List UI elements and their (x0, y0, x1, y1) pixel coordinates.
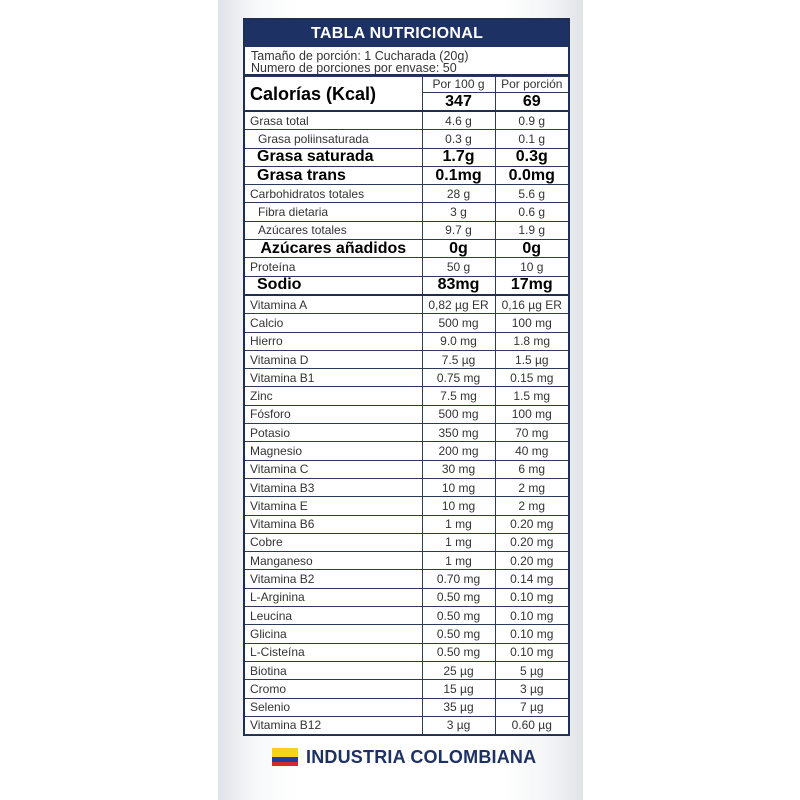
nutrient-name: Cromo (245, 680, 422, 698)
nutrient-name: Vitamina B2 (245, 570, 422, 588)
value-per-serving: 0.10 mg (495, 643, 568, 661)
nutrient-row (245, 716, 568, 734)
nutrient-row (245, 148, 568, 166)
value-per100: 7.5 µg (422, 350, 495, 368)
nutrient-name: Selenio (245, 698, 422, 716)
value-per100: 15 µg (422, 680, 495, 698)
nutrient-row (245, 130, 568, 148)
serving-info (245, 47, 568, 76)
value-per100: 3 µg (422, 716, 495, 734)
value-per-serving: 5.6 g (495, 185, 568, 203)
nutrient-row (245, 680, 568, 698)
value-per100: 10 mg (422, 478, 495, 496)
nutrition-table (245, 76, 568, 735)
value-per-serving: 100 mg (495, 314, 568, 332)
value-per100: 0.50 mg (422, 588, 495, 606)
value-per-serving: 10 g (495, 258, 568, 276)
colombia-flag-icon (272, 748, 298, 766)
value-per100: 1 mg (422, 552, 495, 570)
calories-label: Calorías (Kcal) (245, 77, 422, 112)
value-per-serving: 0.15 mg (495, 369, 568, 387)
value-per100: 0.70 mg (422, 570, 495, 588)
nutrient-row (245, 497, 568, 515)
value-per100: 1.7g (422, 148, 495, 166)
value-per100: 7.5 mg (422, 387, 495, 405)
calories-header-row (245, 77, 568, 93)
nutrient-name: Calcio (245, 314, 422, 332)
value-per100: 3 g (422, 203, 495, 221)
nutrient-row (245, 442, 568, 460)
nutrient-name: Azúcares totales (245, 221, 422, 239)
value-per-serving: 0.60 µg (495, 716, 568, 734)
nutrient-name: Vitamina D (245, 350, 422, 368)
value-per100: 0.75 mg (422, 369, 495, 387)
nutrient-name: Zinc (245, 387, 422, 405)
value-per100: 0.3 g (422, 130, 495, 148)
value-per-serving: 40 mg (495, 442, 568, 460)
origin-text: INDUSTRIA COLOMBIANA (306, 746, 537, 767)
nutrient-name: Hierro (245, 332, 422, 350)
nutrient-row (245, 698, 568, 716)
value-per100: 500 mg (422, 314, 495, 332)
value-per-serving: 7 µg (495, 698, 568, 716)
value-per-serving: 0.10 mg (495, 607, 568, 625)
nutrient-row (245, 387, 568, 405)
nutrient-row (245, 276, 568, 295)
col-header-per100: Por 100 g (422, 77, 495, 93)
value-per-serving: 0.20 mg (495, 552, 568, 570)
nutrient-name: Leucina (245, 607, 422, 625)
value-per100: 4.6 g (422, 111, 495, 130)
nutrient-name: Grasa trans (245, 166, 422, 184)
nutrient-name: Biotina (245, 661, 422, 679)
nutrient-name: Vitamina B1 (245, 369, 422, 387)
nutrient-row (245, 460, 568, 478)
value-per100: 9.7 g (422, 221, 495, 239)
value-per100: 1 mg (422, 515, 495, 533)
value-per100: 0.50 mg (422, 625, 495, 643)
nutrient-name: Vitamina A (245, 295, 422, 314)
nutrient-row (245, 661, 568, 679)
value-per-serving: 100 mg (495, 405, 568, 423)
value-per100: 10 mg (422, 497, 495, 515)
nutrient-row (245, 478, 568, 496)
serving-size: Tamaño de porción: 1 Cucharada (20g) (251, 49, 469, 63)
value-per-serving: 0.10 mg (495, 588, 568, 606)
value-per-serving: 0.20 mg (495, 533, 568, 551)
value-per100: 50 g (422, 258, 495, 276)
nutrient-row (245, 314, 568, 332)
value-per100: 0.50 mg (422, 643, 495, 661)
nutrient-name: Vitamina B3 (245, 478, 422, 496)
nutrient-row (245, 643, 568, 661)
value-per100: 0.50 mg (422, 607, 495, 625)
value-per100: 0.1mg (422, 166, 495, 184)
nutrient-name: Grasa saturada (245, 148, 422, 166)
value-per-serving: 3 µg (495, 680, 568, 698)
value-per-serving: 0.1 g (495, 130, 568, 148)
value-per-serving: 1.5 µg (495, 350, 568, 368)
calories-per100: 347 (422, 93, 495, 112)
nutrient-name: L-Arginina (245, 588, 422, 606)
nutrient-name: Magnesio (245, 442, 422, 460)
value-per100: 83mg (422, 276, 495, 295)
servings-per-container: Numero de porciones por envase: 50 (251, 61, 457, 75)
origin-footer (272, 745, 536, 769)
nutrient-name: Azúcares añadidos (245, 240, 422, 258)
nutrient-name: Glicina (245, 625, 422, 643)
value-per-serving: 0.0mg (495, 166, 568, 184)
value-per100: 500 mg (422, 405, 495, 423)
value-per-serving: 6 mg (495, 460, 568, 478)
value-per-serving: 0.10 mg (495, 625, 568, 643)
value-per-serving: 1.5 mg (495, 387, 568, 405)
nutrient-row (245, 332, 568, 350)
nutrient-name: Sodio (245, 276, 422, 295)
nutrient-name: Manganeso (245, 552, 422, 570)
label-title: TABLA NUTRICIONAL (245, 20, 568, 47)
nutrient-row (245, 369, 568, 387)
nutrient-row (245, 350, 568, 368)
value-per-serving: 1.8 mg (495, 332, 568, 350)
nutrient-row (245, 111, 568, 130)
nutrient-row (245, 185, 568, 203)
value-per-serving: 0.9 g (495, 111, 568, 130)
nutrient-row (245, 570, 568, 588)
nutrient-row (245, 221, 568, 239)
value-per100: 0g (422, 240, 495, 258)
nutrient-row (245, 166, 568, 184)
nutrient-name: Carbohidratos totales (245, 185, 422, 203)
nutrient-row (245, 258, 568, 276)
nutrient-name: Vitamina B6 (245, 515, 422, 533)
nutrient-name: Fibra dietaria (245, 203, 422, 221)
nutrient-name: Cobre (245, 533, 422, 551)
nutrient-name: Vitamina C (245, 460, 422, 478)
nutrient-name: Grasa poliinsaturada (245, 130, 422, 148)
value-per100: 25 µg (422, 661, 495, 679)
nutrient-name: Grasa total (245, 111, 422, 130)
nutrient-row (245, 424, 568, 442)
calories-per-serving: 69 (495, 93, 568, 112)
value-per100: 1 mg (422, 533, 495, 551)
value-per-serving: 2 mg (495, 497, 568, 515)
nutrient-row (245, 240, 568, 258)
value-per100: 35 µg (422, 698, 495, 716)
nutrient-row (245, 405, 568, 423)
nutrient-row (245, 515, 568, 533)
value-per100: 28 g (422, 185, 495, 203)
value-per-serving: 17mg (495, 276, 568, 295)
nutrient-name: Fósforo (245, 405, 422, 423)
value-per100: 200 mg (422, 442, 495, 460)
nutrition-facts-label (243, 18, 570, 736)
value-per-serving: 2 mg (495, 478, 568, 496)
value-per-serving: 70 mg (495, 424, 568, 442)
nutrient-row (245, 533, 568, 551)
nutrient-row (245, 625, 568, 643)
col-header-per-serving: Por porción (495, 77, 568, 93)
value-per-serving: 0g (495, 240, 568, 258)
value-per-serving: 0.6 g (495, 203, 568, 221)
nutrient-name: L-Cisteína (245, 643, 422, 661)
nutrient-row (245, 203, 568, 221)
value-per100: 9.0 mg (422, 332, 495, 350)
value-per-serving: 0,16 µg ER (495, 295, 568, 314)
nutrient-name: Potasio (245, 424, 422, 442)
nutrient-row (245, 588, 568, 606)
nutrient-row (245, 552, 568, 570)
nutrient-name: Vitamina E (245, 497, 422, 515)
value-per-serving: 0.3g (495, 148, 568, 166)
nutrient-row (245, 607, 568, 625)
value-per-serving: 0.14 mg (495, 570, 568, 588)
value-per-serving: 5 µg (495, 661, 568, 679)
value-per100: 350 mg (422, 424, 495, 442)
value-per100: 0,82 µg ER (422, 295, 495, 314)
value-per-serving: 0.20 mg (495, 515, 568, 533)
nutrient-row (245, 295, 568, 314)
nutrient-name: Vitamina B12 (245, 716, 422, 734)
value-per-serving: 1.9 g (495, 221, 568, 239)
value-per100: 30 mg (422, 460, 495, 478)
nutrient-name: Proteína (245, 258, 422, 276)
